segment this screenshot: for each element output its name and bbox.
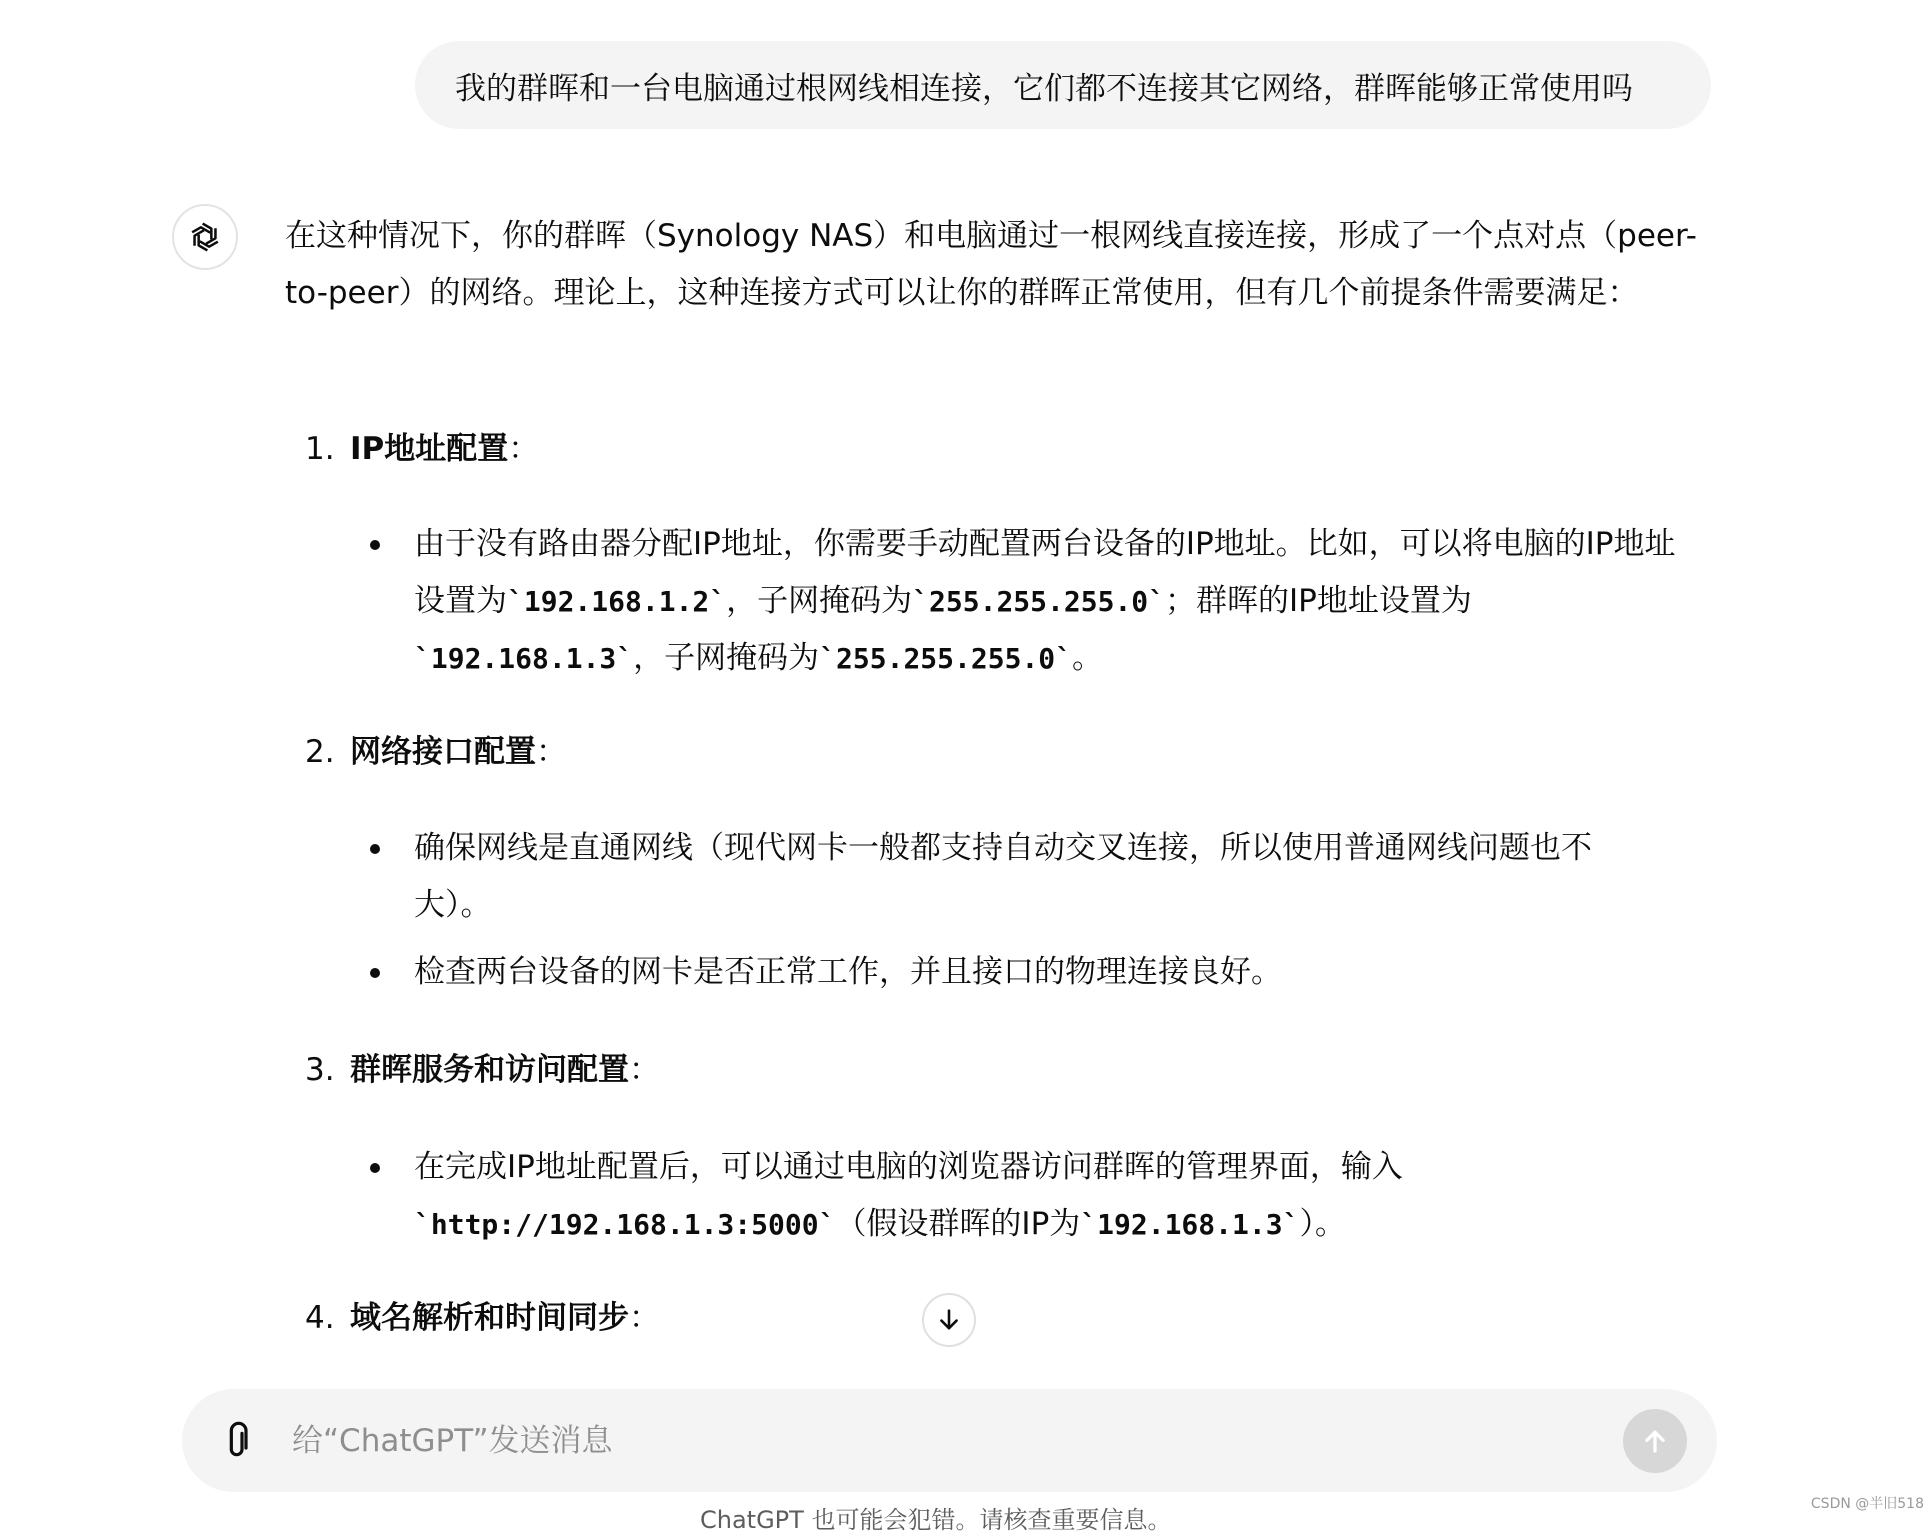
section-4-heading <box>305 1290 660 1347</box>
assistant-avatar <box>172 204 238 270</box>
section-number: 1. <box>305 431 335 467</box>
message-composer <box>182 1389 1717 1492</box>
send-button[interactable] <box>1623 1409 1687 1473</box>
list-item <box>370 820 1660 934</box>
section-number: 4. <box>305 1300 335 1336</box>
section-1-heading <box>305 421 539 478</box>
user-message-text: 我的群晖和一台电脑通过根网线相连接，它们都不连接其它网络，群晖能够正常使用吗 <box>455 70 1633 107</box>
list-item-text: 检查两台设备的网卡是否正常工作，并且接口的物理连接良好。 <box>414 954 1282 990</box>
text-segment: ；群晖的IP地址设置为 <box>1165 583 1472 619</box>
bullet-dot <box>370 968 380 978</box>
inline-code: `192.168.1.3` <box>414 642 634 675</box>
section-number: 3. <box>305 1052 335 1088</box>
section-title: 群晖服务和访问配置 <box>350 1052 629 1088</box>
section-2-heading <box>305 724 567 781</box>
openai-logo-icon <box>186 218 224 256</box>
list-item <box>370 516 1705 687</box>
list-item <box>370 1139 1670 1253</box>
section-title: 网络接口配置 <box>350 734 536 770</box>
list-item <box>370 944 1660 1001</box>
text-segment: 。 <box>1072 640 1104 676</box>
section-colon: ： <box>536 734 567 770</box>
user-message-bubble <box>415 41 1711 129</box>
section-title: IP地址配置 <box>350 431 509 467</box>
message-input[interactable] <box>290 1409 1544 1473</box>
paperclip-icon <box>222 1420 254 1460</box>
attach-file-button[interactable] <box>212 1414 264 1466</box>
bullet-dot <box>370 844 380 854</box>
assistant-intro-text: 在这种情况下，你的群晖（Synology NAS）和电脑通过一根网线直接连接，形成了一个点对点（peer-to-peer）的网络。理论上，这种连接方式可以让你的群晖正常使用，但有几个前提条件需要满足： <box>285 218 1697 311</box>
section-colon: ： <box>629 1052 660 1088</box>
section-3-heading <box>305 1042 660 1099</box>
list-item-text: 确保网线是直通网线（现代网卡一般都支持自动交叉连接，所以使用普通网线问题也不大）。 <box>414 830 1592 923</box>
arrow-up-icon <box>1640 1426 1670 1456</box>
bullet-dot <box>370 1163 380 1173</box>
list-item-text <box>414 1139 1670 1253</box>
inline-code: `192.168.1.2` <box>507 585 727 618</box>
inline-code: `255.255.255.0` <box>912 585 1166 618</box>
scroll-to-bottom-button[interactable] <box>922 1293 976 1347</box>
text-segment: ，子网掩码为 <box>726 583 913 619</box>
watermark: CSDN @半旧518 <box>1810 1496 1924 1512</box>
section-number: 2. <box>305 734 335 770</box>
section-title: 域名解析和时间同步 <box>350 1300 629 1336</box>
list-item-text <box>414 516 1705 687</box>
arrow-down-icon <box>935 1306 963 1334</box>
text-segment: ，子网掩码为 <box>633 640 820 676</box>
section-colon: ： <box>508 431 540 467</box>
text-segment: 在完成IP地址配置后，可以通过电脑的浏览器访问群晖的管理界面，输入 <box>414 1149 1403 1185</box>
inline-code: `255.255.255.0` <box>819 642 1073 675</box>
assistant-intro <box>285 208 1705 322</box>
text-segment: （假设群晖的IP为 <box>835 1206 1081 1242</box>
section-colon: ： <box>629 1300 660 1336</box>
inline-code: `192.168.1.3` <box>1080 1208 1300 1241</box>
text-segment: 由于没有路由器分配IP地址，你需要手动配置两台设备的IP地址。比如，可以将电脑的IP地址设置为 <box>414 526 1676 619</box>
bullet-dot <box>370 540 380 550</box>
footer-disclaimer: ChatGPT 也可能会犯错。请核查重要信息。 <box>700 1506 1172 1534</box>
text-segment: ）。 <box>1299 1206 1346 1242</box>
inline-code: `http://192.168.1.3:5000` <box>414 1208 836 1241</box>
